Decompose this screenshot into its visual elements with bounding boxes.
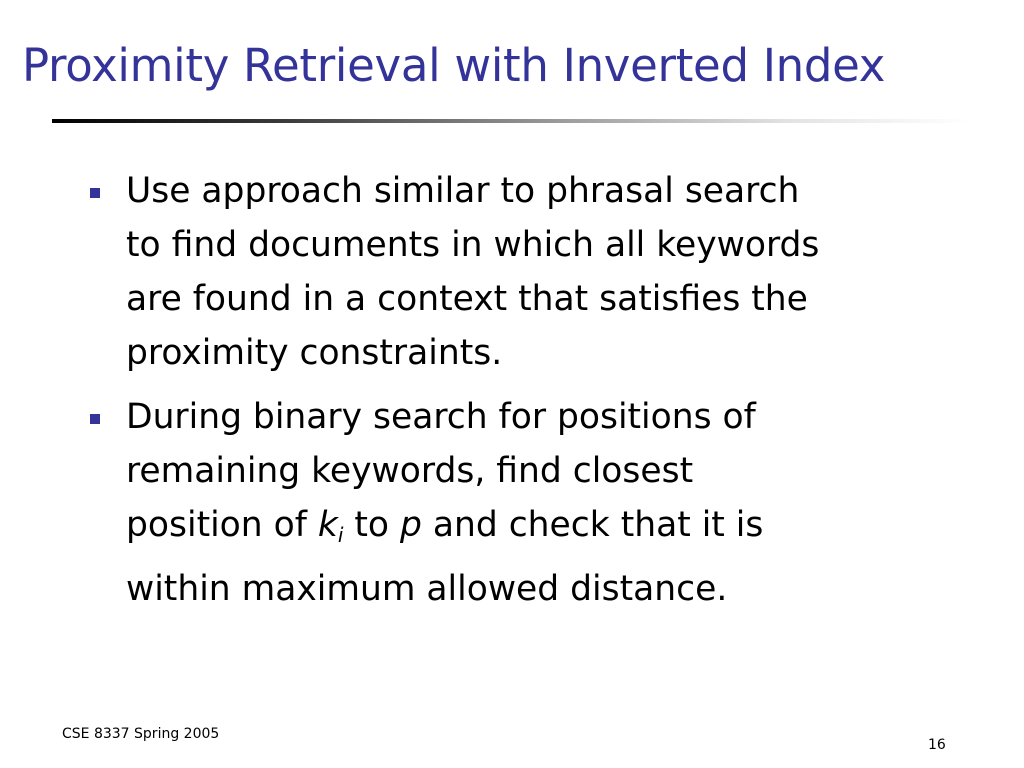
square-bullet-icon bbox=[90, 188, 100, 198]
variable-k-subscript: i bbox=[337, 523, 344, 547]
bullet-text-line: proximity constraints. bbox=[126, 333, 503, 373]
bullet-text-line: are found in a context that satisfies the bbox=[126, 279, 808, 319]
variable-k: k bbox=[317, 505, 338, 545]
bullet-text-line: During binary search for positions of bbox=[126, 397, 756, 437]
bullet-text-line: to find documents in which all keywords bbox=[126, 225, 820, 265]
formula-text-line bbox=[126, 498, 966, 562]
footer-course: CSE 8337 Spring 2005 bbox=[62, 726, 220, 742]
title-divider bbox=[52, 119, 968, 123]
page-number: 16 bbox=[928, 737, 946, 753]
bullet-text-line: remaining keywords, find closest bbox=[126, 451, 694, 491]
bullet-list bbox=[86, 164, 966, 626]
bullet-item bbox=[86, 390, 966, 616]
bullet-item bbox=[86, 164, 966, 380]
bullet-text-line: within maximum allowed distance. bbox=[126, 569, 728, 609]
bullet-text-line: Use approach similar to phrasal search bbox=[126, 171, 800, 211]
formula-middle: to bbox=[343, 505, 400, 545]
square-bullet-icon bbox=[90, 414, 100, 424]
variable-p: p bbox=[399, 505, 422, 545]
formula-prefix: position of bbox=[126, 505, 318, 545]
formula-suffix: and check that it is bbox=[421, 505, 764, 545]
slide-title: Proximity Retrieval with Inverted Index bbox=[22, 39, 886, 92]
